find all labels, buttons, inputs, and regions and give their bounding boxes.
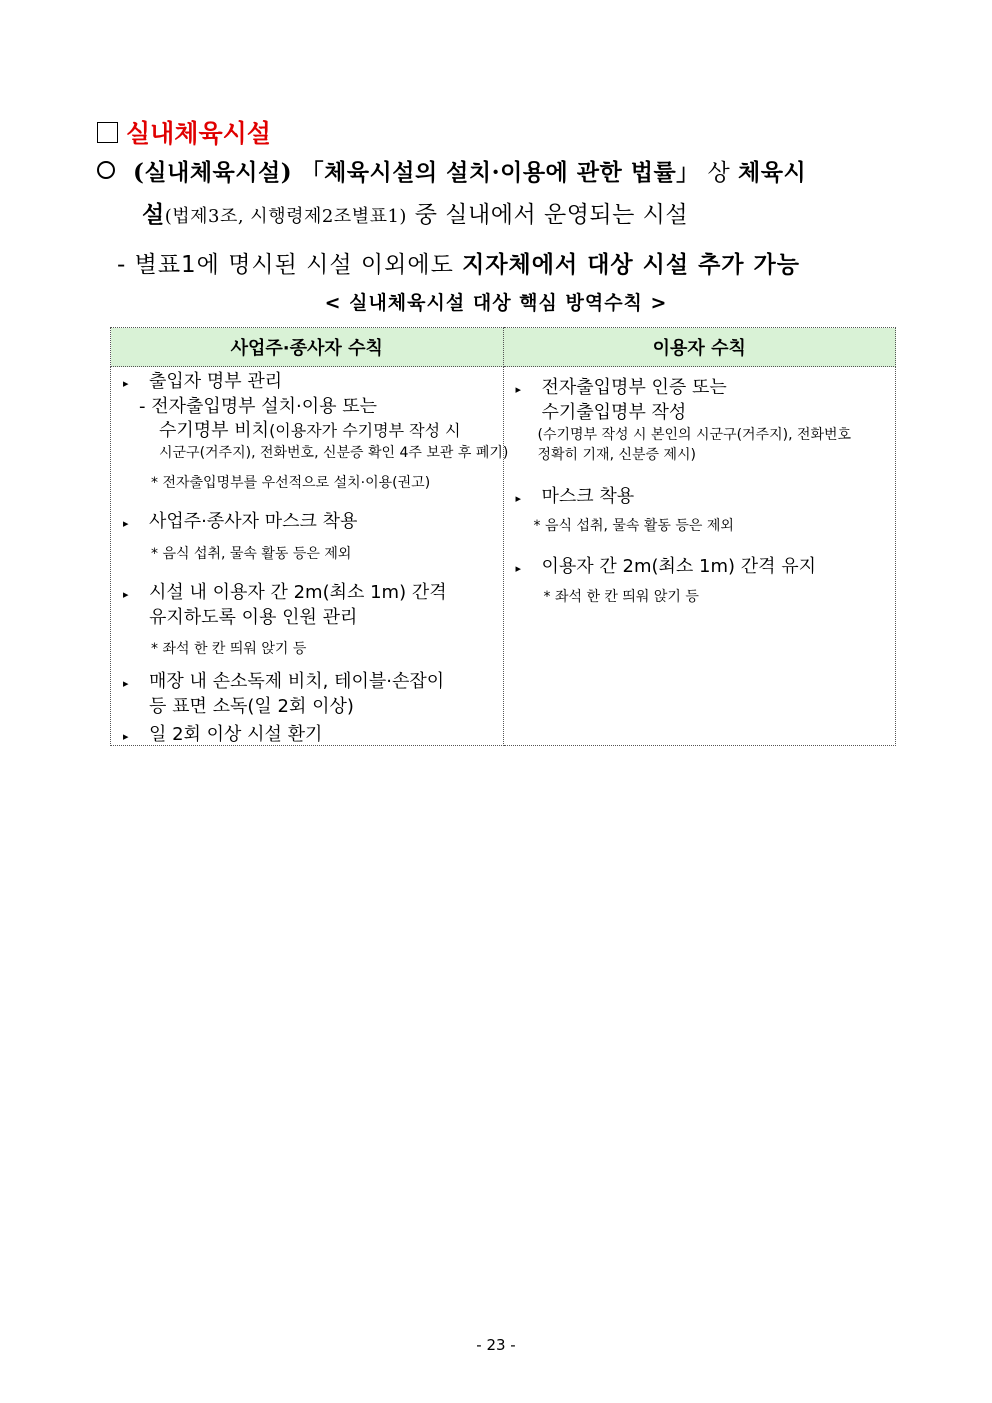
triangle-bullet-icon: ▸: [515, 383, 522, 396]
list-item: [123, 367, 282, 393]
header-user: 이용자 수칙: [503, 328, 896, 367]
list-item: [123, 720, 322, 746]
circle-bullet-icon: [97, 161, 115, 179]
triangle-bullet-icon: ▸: [123, 377, 129, 390]
table-caption: < 실내체육시설 대상 핵심 방역수칙 >: [324, 292, 668, 314]
rule-text: 전자출입명부 인증 또는: [541, 377, 727, 398]
subpoint: [117, 246, 800, 279]
page-number: - 23 -: [476, 1336, 516, 1354]
list-item: [516, 552, 817, 578]
rule-text: 수기명부 비치: [159, 420, 270, 441]
rule-text: 이용자 간 2m(최소 1m) 간격 유지: [541, 556, 817, 577]
triangle-bullet-icon: ▸: [515, 492, 522, 505]
header-operator: 사업주·종사자 수칙: [111, 328, 504, 367]
operator-rules-cell: [111, 367, 509, 746]
note: * 전자출입명부를 우선적으로 설치·이용(권고): [151, 475, 431, 491]
point-desc: 중 실내에서 운영되는 시설: [406, 202, 689, 228]
sub-item-detail: 시군구(거주지), 전화번호, 신분증 확인 4주 보관 후 폐기): [159, 445, 509, 461]
rule-text: 일 2회 이상 시설 환기: [149, 724, 323, 745]
list-item: [123, 578, 447, 604]
subpoint-bold: 지자체에서 대상 시설 추가 가능: [462, 252, 800, 278]
list-item-cont: 수기출입명부 작성: [541, 402, 687, 423]
sub-item: - 전자출입명부 설치·이용 또는: [139, 396, 378, 417]
rule-text: 출입자 명부 관리: [149, 371, 283, 392]
note: * 음식 섭취, 물속 활동 등은 제외: [533, 518, 734, 534]
point-title-cont: 체육시: [738, 159, 807, 186]
section-heading: [97, 114, 271, 150]
triangle-bullet-icon: ▸: [123, 677, 129, 690]
rule-text: 마스크 착용: [541, 486, 635, 507]
section-title: 실내체육시설: [126, 119, 271, 148]
point-title: (실내체육시설) 「체육시설의 설치·이용에 관한 법률」: [133, 159, 700, 186]
list-item: [516, 373, 727, 399]
triangle-bullet-icon: ▸: [123, 588, 129, 601]
point-title-end: 설: [142, 201, 165, 228]
list-item: [516, 482, 635, 508]
note: * 좌석 한 칸 띄워 앉기 등: [151, 641, 307, 657]
note: (수기명부 작성 시 본인의 시군구(거주지), 전화번호: [537, 427, 852, 443]
list-item: [123, 667, 444, 693]
triangle-bullet-icon: ▸: [123, 730, 129, 743]
point-line-1: [97, 154, 806, 187]
point-text: 상: [699, 160, 739, 186]
sub-item: [159, 416, 461, 442]
point-line-2: [142, 196, 688, 229]
note: * 음식 섭취, 물속 활동 등은 제외: [151, 546, 352, 562]
rule-text: 시설 내 이용자 간 2m(최소 1m) 간격: [149, 582, 447, 603]
list-item-cont: 유지하도록 이용 인원 관리: [149, 607, 358, 628]
note: 정확히 기재, 신분증 제시): [537, 447, 697, 463]
subpoint-text: - 별표1에 명시된 시설 이외에도: [117, 252, 463, 278]
rule-note: (이용자가 수기명부 작성 시: [269, 421, 461, 440]
law-reference: (법제3조, 시행령제2조별표1): [164, 206, 407, 227]
rule-text: 사업주·종사자 마스크 착용: [149, 511, 358, 532]
user-rules-cell: [503, 367, 896, 746]
list-item: [123, 507, 357, 533]
rules-table: [110, 327, 896, 746]
triangle-bullet-icon: ▸: [515, 562, 522, 575]
note: * 좌석 한 칸 띄워 앉기 등: [543, 589, 699, 605]
list-item-cont: 등 표면 소독(일 2회 이상): [149, 696, 354, 717]
checkbox-icon: [97, 122, 118, 143]
rule-text: 매장 내 손소독제 비치, 테이블·손잡이: [149, 671, 445, 692]
triangle-bullet-icon: ▸: [123, 517, 129, 530]
